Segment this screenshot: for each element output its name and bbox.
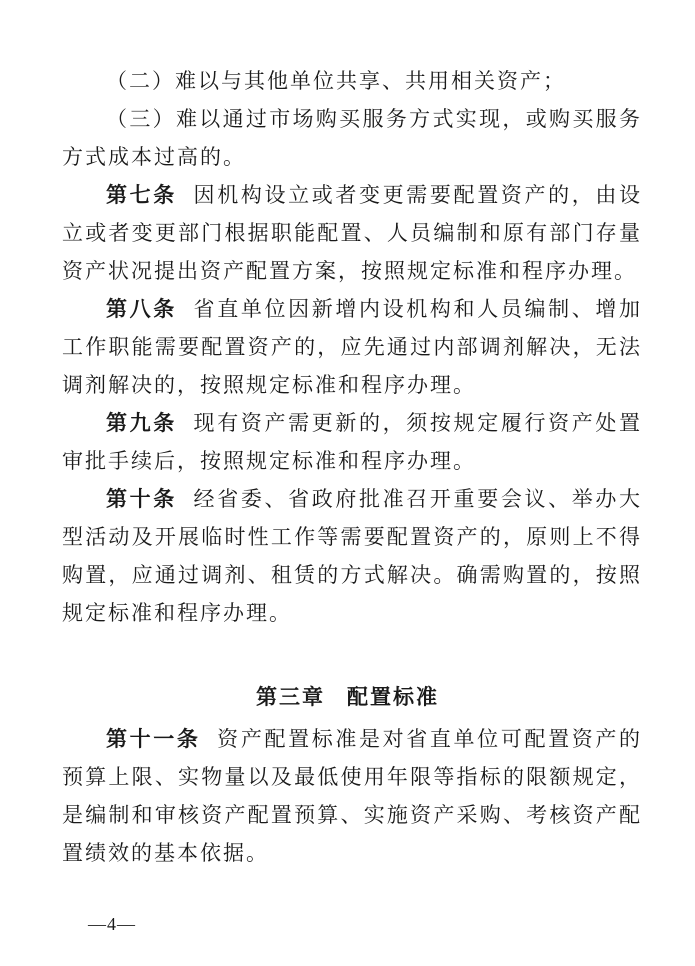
chapter-title: 配置标准 <box>347 685 439 709</box>
article-11 <box>62 720 642 872</box>
article-9-text: 现有资产需更新的，须按规定履行资产处置审批手续后，按照规定标准和程序办理。 <box>62 411 643 473</box>
clause-3-text: （三）难以通过市场购买服务方式实现，或购买服务方式成本过高的。 <box>62 107 642 169</box>
chapter-heading <box>0 682 695 712</box>
article-11-heading: 第十一条 <box>106 727 201 751</box>
article-8 <box>62 290 642 404</box>
article-10-heading: 第十条 <box>106 487 177 511</box>
page-number: —4— <box>88 914 136 934</box>
article-7-heading: 第七条 <box>106 183 177 207</box>
article-8-heading: 第八条 <box>106 297 177 321</box>
article-9 <box>62 404 642 480</box>
clause-2-text: （二）难以与其他单位共享、共用相关资产； <box>106 69 566 93</box>
article-11-text: 资产配置标准是对省直单位可配置资产的预算上限、实物量以及最低使用年限等指标的限额规定，是编制和审核资产配置预算、实施资产采购、考核资产配置绩效的基本依据。 <box>62 727 642 865</box>
article-7-text: 因机构设立或者变更需要配置资产的，由设立或者变更部门根据职能配置、人员编制和原有部门存量资产状况提出资产配置方案，按照规定标准和程序办理。 <box>62 183 643 283</box>
article-10 <box>62 480 642 632</box>
article-7 <box>62 176 642 290</box>
article-10-text: 经省委、省政府批准召开重要会议、举办大型活动及开展临时性工作等需要配置资产的，原则上不得购置，应通过调剂、租赁的方式解决。确需购置的，按照规定标准和程序办理。 <box>62 487 643 625</box>
chapter-number: 第三章 <box>256 685 325 709</box>
clause-2 <box>62 62 642 100</box>
article-9-heading: 第九条 <box>106 411 177 435</box>
clause-3 <box>62 100 642 176</box>
article-8-text: 省直单位因新增内设机构和人员编制、增加工作职能需要配置资产的，应先通过内部调剂解决，无法调剂解决的，按照规定标准和程序办理。 <box>62 297 643 397</box>
